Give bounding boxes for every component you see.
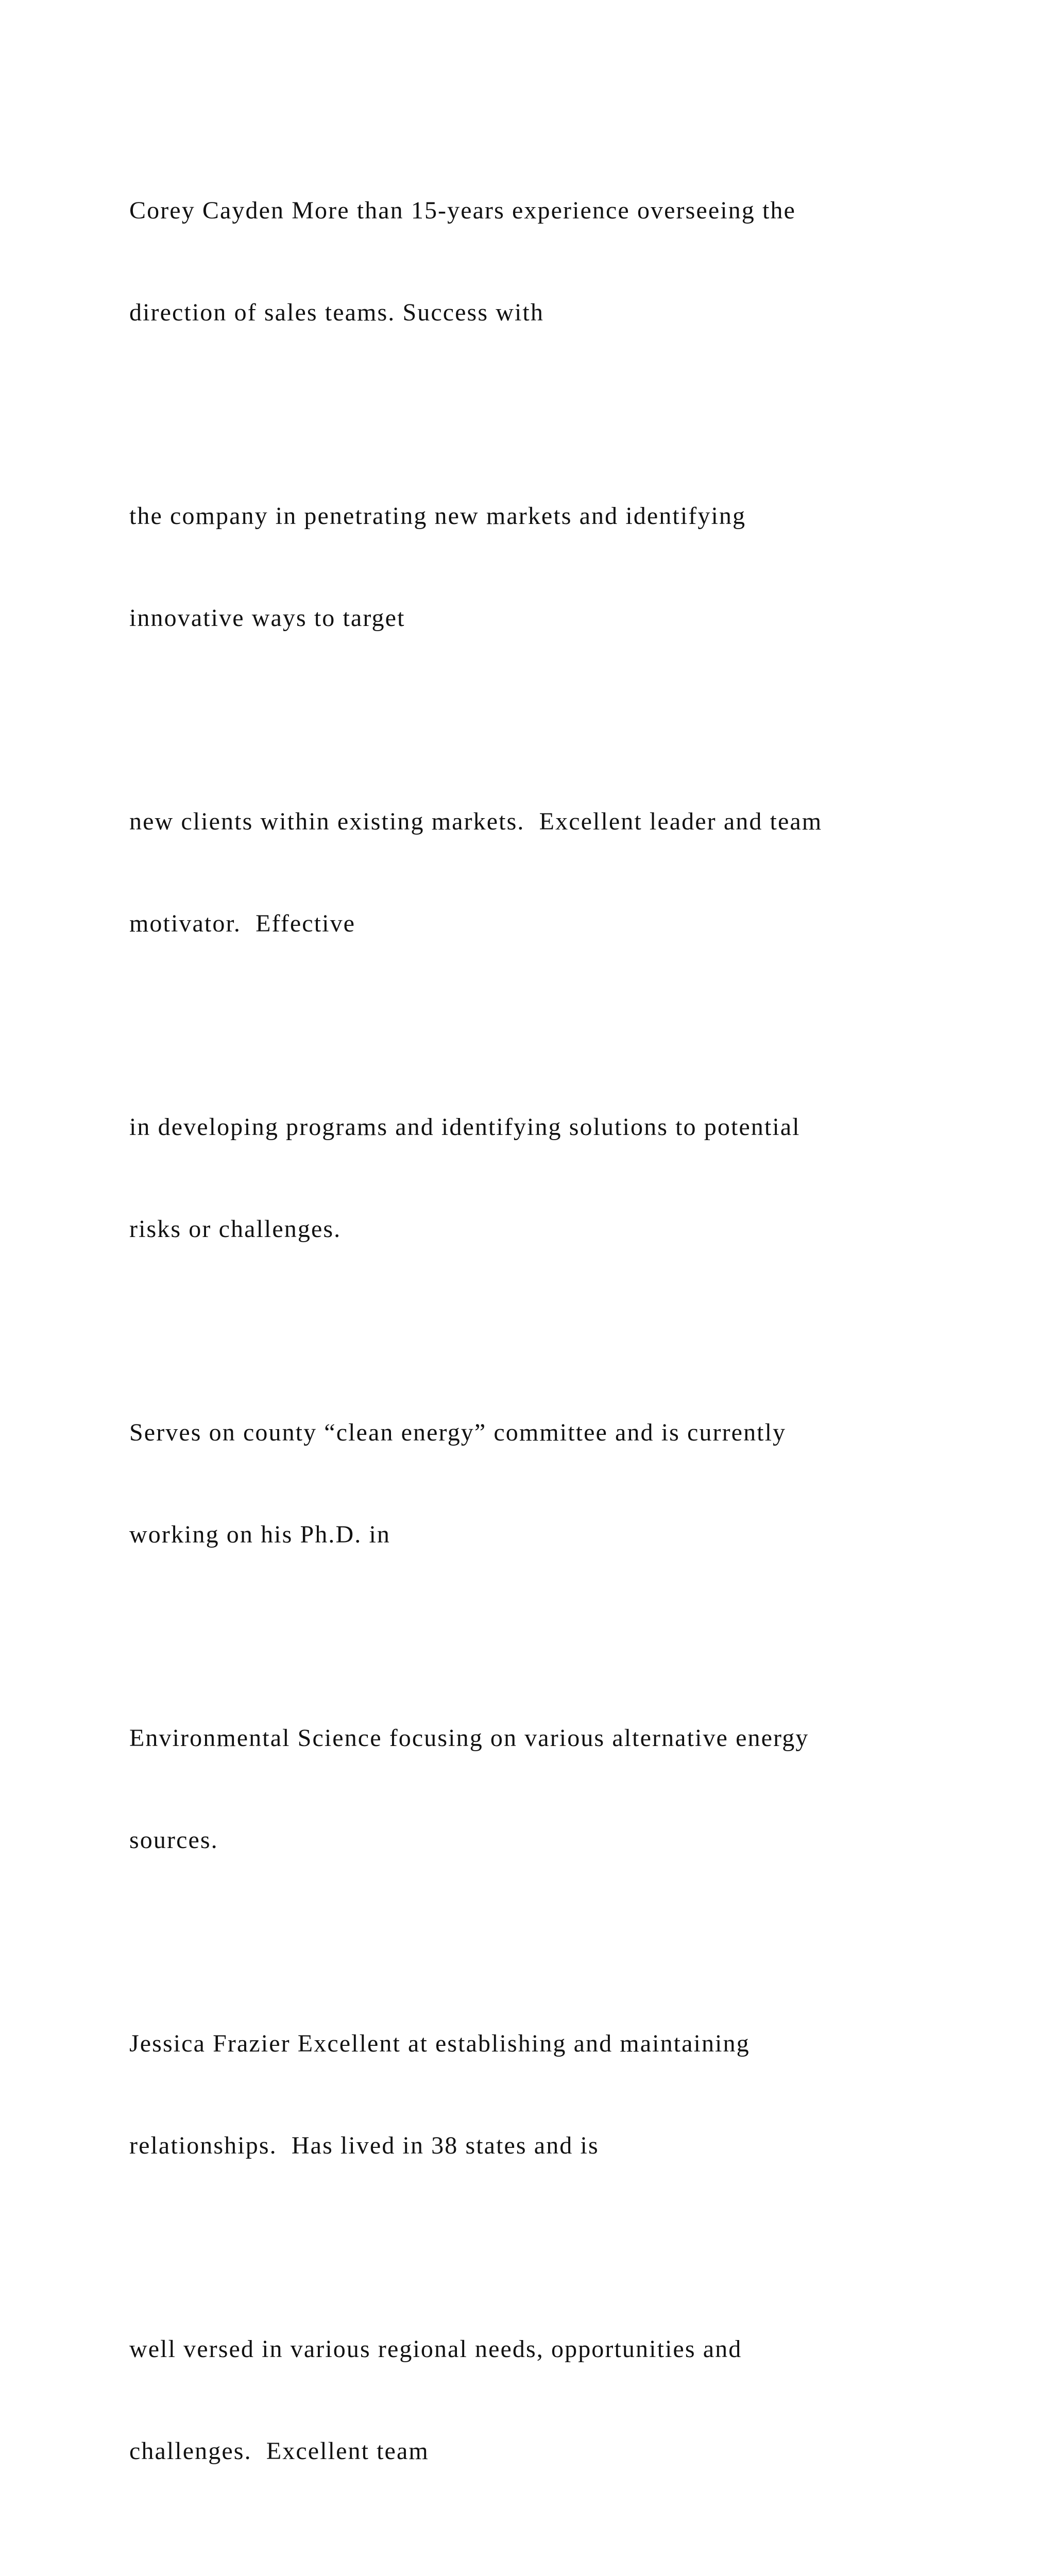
paragraph	[129, 1348, 964, 1620]
text-line: in developing programs and identifying solutions to potential	[129, 1113, 801, 1141]
text-line: direction of sales teams. Success with	[129, 299, 544, 326]
text-line: Jessica Frazier Excellent at establishing and maintaining	[129, 2030, 750, 2057]
paragraph	[129, 2570, 964, 2576]
paragraph	[129, 2264, 964, 2536]
paragraph	[129, 431, 964, 703]
text-line: Environmental Science focusing on various alternative energy	[129, 1724, 809, 1752]
text-line: working on his Ph.D. in	[129, 1521, 390, 1548]
text-line: the company in penetrating new markets and identifying	[129, 502, 746, 530]
text-line: motivator. Effective	[129, 910, 356, 937]
paragraph	[129, 1959, 964, 2231]
paragraph	[129, 126, 964, 398]
paragraph	[129, 1653, 964, 1925]
text-line: well versed in various regional needs, opportunities and	[129, 2335, 742, 2363]
paragraph	[129, 737, 964, 1009]
text-line: relationships. Has lived in 38 states and is	[129, 2132, 599, 2159]
text-line: Serves on county “clean energy” committee and is currently	[129, 1419, 787, 1446]
paragraph	[129, 1042, 964, 1314]
text-line: new clients within existing markets. Excellent leader and team	[129, 808, 823, 835]
document-body	[129, 126, 964, 2576]
text-line: Corey Cayden More than 15-years experience overseeing the	[129, 197, 796, 224]
text-line: innovative ways to target	[129, 604, 405, 632]
text-line: sources.	[129, 1826, 218, 1854]
text-line: risks or challenges.	[129, 1215, 342, 1243]
text-line: challenges. Excellent team	[129, 2437, 429, 2465]
